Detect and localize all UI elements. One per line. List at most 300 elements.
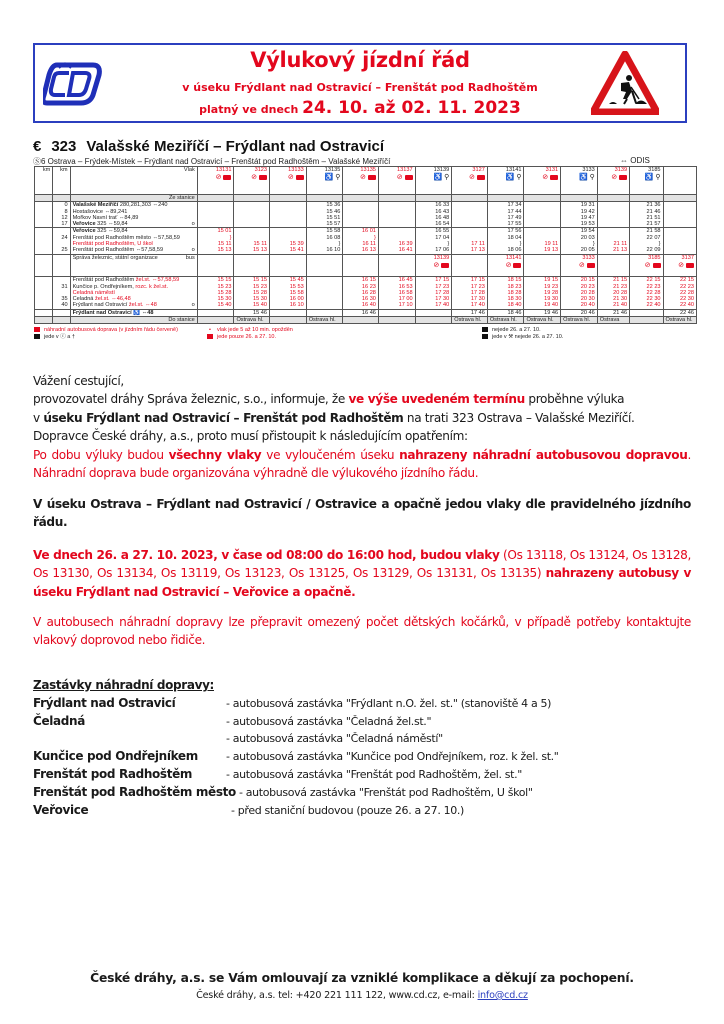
train-number: 3185 [648, 167, 661, 173]
empty-cell [306, 270, 343, 277]
empty-cell [53, 195, 70, 202]
no-bike-icon: ⊘ [396, 174, 403, 182]
empty-cell [415, 270, 452, 277]
bus-number-cell [270, 254, 307, 270]
time-cell: 16 01 [343, 228, 379, 235]
timetable [34, 166, 697, 324]
no-bike-icon: ⊘ [360, 174, 366, 182]
stop-description: - autobusová zastávka "Frenštát pod Radhoštěm, U škol" [239, 785, 533, 799]
time-cell: 16 45 [378, 277, 415, 284]
destination-cell: Ostrava hl. [663, 317, 696, 324]
bus-number: 3137 [681, 254, 694, 261]
time-cell: 21 23 [597, 284, 629, 290]
empty-cell [487, 270, 524, 277]
time-cell: } [306, 241, 343, 247]
train-column-header [487, 167, 524, 195]
station-note: rozc. k žel.st. [133, 283, 169, 290]
legend-item: • vlak jede 5 až 10 min. opožděn [207, 327, 293, 334]
empty-cell [53, 254, 70, 270]
time-cell: 22 28 [630, 290, 663, 296]
time-cell: 17 30 [415, 296, 452, 302]
train-column-header [270, 167, 307, 195]
time-cell: 16 00 [270, 296, 307, 302]
destination-cell [197, 317, 234, 324]
stop-name: Frenštát pod Radhoštěm město [33, 784, 236, 799]
time-cell: 17 46 [452, 309, 488, 316]
empty-cell [70, 270, 197, 277]
station-note: ♿ ⇔48 [131, 309, 154, 316]
time-cell: 22 28 [663, 290, 696, 296]
time-cell: 16 48 [415, 215, 452, 221]
stop-item [33, 766, 693, 784]
empty-cell [35, 302, 53, 309]
empty-cell [524, 270, 561, 277]
line-route: Ⓢ6 Ostrava – Frýdek-Místek – Frýdlant nad Ostravicí – Frenštát pod Radhoštěm – Valašské Meziříčí [33, 157, 391, 166]
wheelchair-icon: ♿ [644, 174, 654, 182]
empty-cell [35, 317, 53, 324]
table-row [35, 302, 697, 309]
station-name: Frenštát pod Radhoštěm [72, 277, 135, 284]
station-name: Veřovice [72, 221, 96, 228]
bike-icon: ⚲ [587, 174, 595, 182]
wheelchair-icon: ♿ [505, 174, 515, 182]
wheelchair-icon: ♿ [324, 174, 334, 182]
time-cell: 17 23 [415, 284, 452, 290]
time-cell [452, 228, 488, 235]
table-row [35, 247, 697, 254]
email-link[interactable]: info@cd.cz [477, 990, 528, 1001]
calendar-mark-icon [34, 334, 40, 339]
time-cell: 17 11 [452, 241, 488, 247]
time-cell: 15 58 [306, 228, 343, 235]
time-cell: 16 58 [378, 290, 415, 296]
not-dates-icon [482, 327, 488, 332]
table-row [35, 270, 697, 277]
time-cell: 15 58 [270, 290, 307, 296]
bus-icon [513, 263, 521, 268]
table-row [35, 221, 697, 228]
train-column-header [663, 167, 696, 195]
empty-cell [663, 195, 696, 202]
station-note: žel.st. ⇔57,58,59 [134, 277, 180, 284]
time-cell: 20 40 [561, 302, 598, 309]
time-cell: 21 51 [630, 215, 663, 221]
operator-cell [70, 254, 197, 270]
time-cell: 16 11 [343, 241, 379, 247]
train-icons [418, 173, 450, 182]
destination-cell: Ostrava hl. [452, 317, 488, 324]
train-column-header [524, 167, 561, 195]
station-cell [70, 228, 197, 235]
empty-cell [597, 195, 629, 202]
bus-icons [563, 261, 595, 270]
time-cell: 18 15 [487, 277, 524, 284]
stop-item [33, 713, 693, 731]
train-column-header [561, 167, 598, 195]
validity-period [35, 98, 685, 118]
time-cell [270, 221, 307, 228]
time-cell: 19 23 [524, 284, 561, 290]
bus-icon [368, 175, 376, 180]
station-cell [70, 202, 197, 209]
empty-cell [343, 195, 379, 202]
time-cell: 16 15 [343, 277, 379, 284]
km-value: 40 [53, 302, 70, 309]
time-cell: 16 46 [343, 309, 379, 316]
train-column-header [234, 167, 270, 195]
no-bike-icon: ⊘ [678, 261, 684, 269]
station-note: ⇔57,58,59 [134, 247, 164, 254]
time-cell: 21 11 [597, 241, 629, 247]
time-cell: 17 44 [487, 209, 524, 215]
bus-number-cell [234, 254, 270, 270]
time-cell: 15 28 [197, 290, 234, 296]
time-cell: } [561, 241, 598, 247]
time-cell: 16 53 [378, 284, 415, 290]
time-cell [524, 221, 561, 228]
no-bike-icon: ⊘ [611, 174, 618, 182]
time-cell: 19 40 [524, 302, 561, 309]
station-cell [70, 302, 197, 309]
time-cell: } [415, 241, 452, 247]
empty-cell [597, 270, 629, 277]
km-value [53, 277, 70, 284]
station-name: Frenštát pod Radhoštěm, U škol [72, 241, 153, 248]
time-cell: 15 39 [270, 241, 307, 247]
km-value: 8 [53, 209, 70, 215]
station-note: žel.st. ⇔48 [127, 302, 157, 309]
empty-cell [306, 195, 343, 202]
time-cell: 16 10 [270, 302, 307, 309]
bus-number-cell [452, 254, 488, 270]
station-note: ⇔84,89 [117, 214, 139, 221]
bus-number-cell [487, 254, 524, 270]
train-column-header [415, 167, 452, 195]
destination-cell: Ostrava hl. [524, 317, 561, 324]
time-cell: 21 46 [630, 209, 663, 215]
destination-cell [343, 317, 379, 324]
train-number: 13133 [288, 167, 304, 173]
replacement-stops [33, 677, 693, 819]
notice-paragraph-1: Vážení cestující, provozovatel dráhy Správa železnic, s.o., informuje, že ve výše uvedeném termínu proběhne výluka v úseku Frýdlant nad Ostravicí – Frenštát pod Radhoštěm na trati 323 Ostrava – Valašské Meziříčí. Dopravce České dráhy, a.s., proto musí přistoupit k následujícím opatřením: [33, 374, 635, 443]
time-cell: 15 11 [234, 241, 270, 247]
time-cell [343, 202, 379, 209]
empty-cell [35, 270, 53, 277]
time-cell [663, 247, 696, 254]
time-cell: 17 30 [452, 296, 488, 302]
time-cell: 19 15 [524, 277, 561, 284]
time-cell: 15 15 [234, 277, 270, 284]
page-title: Výlukový jízdní řád [250, 48, 470, 72]
no-bike-icon: ⊘ [542, 174, 549, 182]
empty-cell [343, 270, 379, 277]
time-cell: 17 28 [452, 290, 488, 296]
empty-cell [630, 195, 663, 202]
bus-icon [259, 175, 267, 180]
empty-cell [35, 309, 53, 316]
empty-cell [197, 270, 234, 277]
train-number: 3139 [614, 167, 628, 173]
stop-name: Kunčice pod Ondřejníkem [33, 749, 198, 764]
station-cell [70, 277, 197, 284]
time-cell [597, 202, 629, 209]
time-cell: 19 11 [524, 241, 561, 247]
time-cell: 22 09 [630, 247, 663, 254]
station-note: ⇔57,58,59 [150, 234, 180, 241]
time-cell: 15 46 [234, 309, 270, 316]
time-cell: 17 06 [415, 247, 452, 254]
validity-dates: 24. 10. až 02. 11. 2023 [302, 98, 521, 118]
empty-cell [378, 195, 415, 202]
bus-number: 3133 [582, 254, 595, 261]
time-cell: 17 13 [452, 247, 488, 254]
empty-cell [378, 270, 415, 277]
station-name: Hostašovice [72, 208, 104, 215]
station-name: Frýdlant nad Ostravicí [72, 309, 132, 316]
time-cell: 17 40 [452, 302, 488, 309]
time-cell: 17 56 [487, 228, 524, 235]
stop-description: - autobusová zastávka "Čeladná žel.st." [226, 714, 432, 728]
no-bike-icon: ⊘ [468, 174, 475, 182]
stop-description: - autobusová zastávka "Kunčice pod Ondřejníkem, roz. k žel. st." [226, 750, 559, 764]
bus-number-cell [415, 254, 452, 270]
line-number: 323 [51, 138, 77, 155]
time-cell: 18 28 [487, 290, 524, 296]
station-note: 325 ⇔59,84 [95, 228, 128, 235]
time-cell: 22 23 [663, 284, 696, 290]
time-cell: 15 30 [234, 296, 270, 302]
time-cell: 15 40 [197, 302, 234, 309]
no-bike-icon: ⊘ [433, 261, 440, 269]
bike-icon: ⚲ [442, 174, 450, 182]
empty-cell [35, 202, 53, 209]
empty-cell [35, 195, 53, 202]
train-number: 13135 [324, 167, 341, 173]
validity-prefix: platný ve dnech [199, 103, 303, 116]
arrival-mark: o [191, 221, 195, 228]
train-icons [381, 173, 413, 182]
time-cell: 18 06 [487, 247, 524, 254]
time-cell [597, 228, 629, 235]
station-name: Frenštát pod Radhoštěm [72, 247, 135, 254]
time-cell: 20 46 [561, 309, 598, 316]
time-cell: 15 53 [270, 284, 307, 290]
time-cell: 20 23 [561, 284, 598, 290]
time-cell: 15 45 [270, 277, 307, 284]
station-name: Valašské Meziříčí [72, 202, 119, 209]
no-bike-icon: ⊘ [215, 174, 222, 182]
station-name: Mořkov Navní trať [72, 214, 118, 221]
time-cell: 16 30 [343, 296, 379, 302]
legend-item: jede v ⓒ a † [34, 334, 178, 341]
no-bike-icon: ⊘ [287, 174, 294, 182]
time-cell [630, 309, 663, 316]
station-name: Čeladná [72, 296, 94, 303]
empty-cell [35, 228, 53, 235]
train-column-header [343, 167, 379, 195]
bike-icon: ⚲ [653, 174, 661, 182]
time-cell: 15 23 [234, 284, 270, 290]
stop-name: Frenštát pod Radhoštěm [33, 766, 193, 781]
empty-cell [561, 270, 598, 277]
time-cell: 18 46 [487, 309, 524, 316]
train-icons [600, 173, 627, 182]
stops-heading: Zastávky náhradní dopravy: [33, 678, 214, 692]
table-row [35, 167, 697, 195]
bus-number-cell [306, 254, 343, 270]
wheelchair-icon: ♿ [578, 174, 588, 182]
station-name: Čeladná náměstí [72, 289, 115, 296]
km-value: 0 [53, 202, 70, 209]
time-cell: 16 28 [343, 290, 379, 296]
station-note: 325 ⇔59,84 [95, 221, 128, 228]
time-cell: 22 07 [630, 235, 663, 241]
train-column-header [378, 167, 415, 195]
empty-cell [663, 270, 696, 277]
train-number: 3123 [254, 167, 268, 173]
time-cell [524, 228, 561, 235]
destination-cell: Ostrava hl. [306, 317, 343, 324]
km-header: km [35, 167, 53, 195]
time-cell: 15 15 [197, 277, 234, 284]
time-cell: 19 46 [524, 309, 561, 316]
time-cell: 15 41 [270, 247, 307, 254]
stop-name: Veřovice [33, 802, 89, 817]
notice-paragraph-4: Ve dnech 26. a 27. 10. 2023, v čase od 08:00 do 16:00 hod, budou vlaky (Os 13118, Os 13124, Os 13128, Os 13130, Os 13134, Os 13119, Os 13123, Os 13125, Os 13129, Os 13131, Os 13135) nahrazeny autobusy v úseku Frýdlant nad Ostravicí – Veřovice a opačně. [33, 548, 692, 599]
station-cell [70, 221, 197, 228]
bus-number-cell [663, 254, 696, 270]
time-cell: 21 40 [597, 302, 629, 309]
destination-cell [270, 317, 307, 324]
bus-icons [490, 261, 522, 270]
station-name: Veřovice [72, 228, 96, 235]
time-cell: 21 30 [597, 296, 629, 302]
time-cell: } [487, 241, 524, 247]
km-value [53, 228, 70, 235]
time-cell: 15 40 [234, 302, 270, 309]
odis-label: ⇔ ODIS [620, 156, 650, 165]
time-cell [197, 202, 234, 209]
train-icons [454, 173, 485, 182]
train-number: 3131 [545, 167, 559, 173]
destination-cell: Ostrava hl. [234, 317, 270, 324]
footer-apology: České dráhy, a.s. se Vám omlouvají za vzniklé komplikace a děkují za pochopení. [90, 971, 634, 985]
bus-number-cell [597, 254, 629, 270]
dot-icon: • [209, 327, 211, 334]
station-note: 280,281,303 ⇔240 [118, 202, 168, 209]
destination-cell [630, 317, 663, 324]
time-cell [378, 221, 415, 228]
time-cell [452, 221, 488, 228]
time-cell [597, 221, 629, 228]
time-cell: 19 31 [561, 202, 598, 209]
time-cell: 17 55 [487, 221, 524, 228]
time-cell [663, 221, 696, 228]
station-note: žel.st. ⇔46,48 [93, 296, 131, 303]
time-cell [306, 302, 343, 309]
time-cell: 16 54 [415, 221, 452, 228]
time-cell: 17 00 [378, 296, 415, 302]
time-cell: 20 30 [561, 296, 598, 302]
empty-cell [270, 195, 307, 202]
time-cell [452, 202, 488, 209]
train-icons [200, 173, 232, 182]
time-cell: 20 15 [561, 277, 598, 284]
time-cell: 17 28 [415, 290, 452, 296]
time-cell: 15 57 [306, 221, 343, 228]
train-number: 13135 [360, 167, 376, 173]
time-cell [197, 221, 234, 228]
empty-cell [53, 317, 70, 324]
time-cell: 16 40 [343, 302, 379, 309]
stop-item [33, 748, 693, 766]
time-cell [306, 309, 343, 316]
train-icons [272, 173, 304, 182]
time-cell: 19 42 [561, 209, 598, 215]
time-cell [270, 228, 307, 235]
bus-icon [477, 175, 485, 180]
time-cell [343, 221, 379, 228]
train-icons [309, 173, 341, 182]
time-cell: 15 51 [306, 215, 343, 221]
time-cell [378, 202, 415, 209]
destination-cell [415, 317, 452, 324]
bus-icon [587, 263, 595, 268]
stop-item [33, 730, 693, 748]
time-cell: 21 36 [630, 202, 663, 209]
time-cell: 20 28 [597, 290, 629, 296]
bus-icons [418, 261, 450, 270]
line-symbol: € [33, 138, 42, 155]
table-row [35, 277, 697, 284]
time-cell: 20 28 [561, 290, 598, 296]
time-cell: 22 15 [663, 277, 696, 284]
time-cell: 20 03 [561, 235, 598, 241]
time-cell [663, 228, 696, 235]
notice-paragraph-2: Po dobu výluky budou všechny vlaky ve vyloučeném úseku nahrazeny náhradní autobusovou dopravou. Náhradní doprava bude organizována výhradně dle výlukového jízdního řádu. [33, 448, 691, 481]
time-cell: 15 13 [234, 247, 270, 254]
station-name: Kunčice p. Ondřejníkem, [72, 283, 134, 290]
bus-number-cell [630, 254, 663, 270]
bus-number: 13139 [433, 254, 450, 261]
time-cell: 22 15 [630, 277, 663, 284]
time-cell: 16 10 [306, 247, 343, 254]
time-cell: 22 30 [663, 296, 696, 302]
stop-name: Čeladná [33, 713, 85, 728]
bus-icon [619, 175, 627, 180]
table-row [35, 195, 697, 202]
time-cell: 19 28 [524, 290, 561, 296]
train-number: 13137 [397, 167, 413, 173]
roadworks-warning-sign-icon [591, 51, 659, 115]
footer-contact: České dráhy, a.s. tel: +420 221 111 122, www.cd.cz, e-mail: info@cd.cz [196, 990, 528, 1001]
bus-icon [223, 175, 231, 180]
no-bike-icon: ⊘ [644, 261, 651, 269]
km-value: 31 [53, 284, 70, 290]
train-icons [563, 173, 595, 182]
stop-description: - před staniční budovou (pouze 26. a 27. 10.) [231, 803, 465, 817]
time-cell: 18 40 [487, 302, 524, 309]
time-cell: 17 40 [415, 302, 452, 309]
legend-left [34, 327, 178, 341]
time-cell: 15 11 [197, 241, 234, 247]
only-dates-icon [207, 334, 213, 339]
time-cell: 16 33 [415, 202, 452, 209]
time-cell [270, 309, 307, 316]
km-value: 12 [53, 215, 70, 221]
time-cell: 19 54 [561, 228, 598, 235]
train-number: 3127 [472, 167, 485, 173]
